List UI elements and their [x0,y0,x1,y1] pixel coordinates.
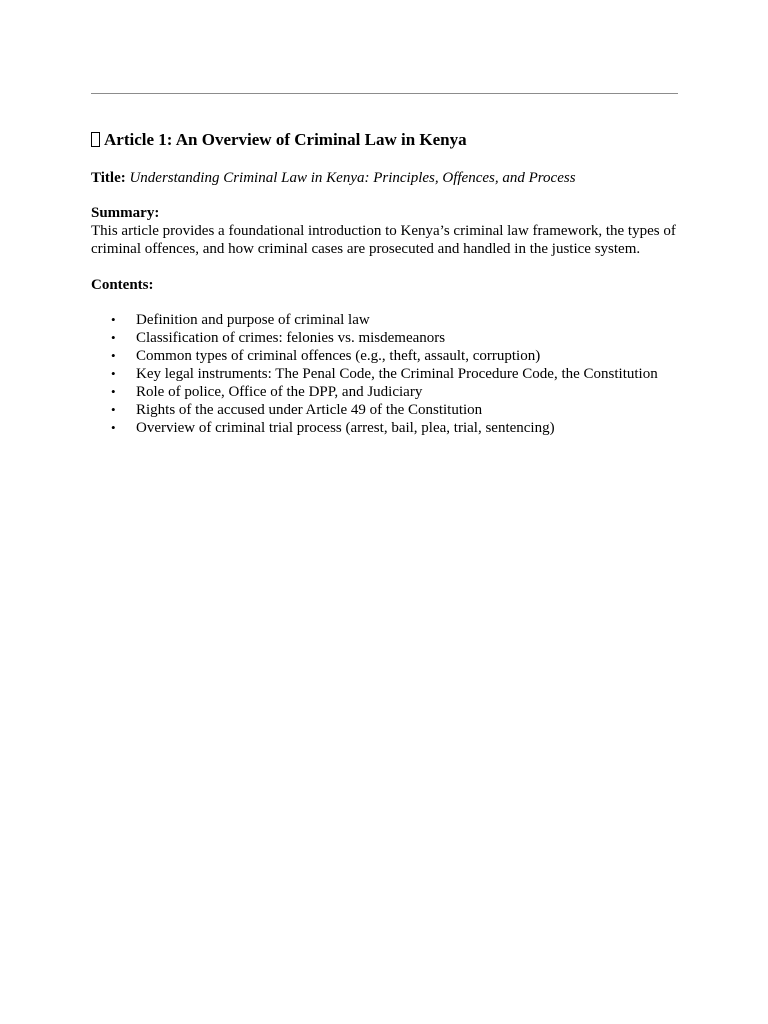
bullet-icon: • [111,384,116,399]
summary-label: Summary: [91,205,160,221]
bullet-icon: • [111,330,116,345]
list-item-text: Common types of criminal offences (e.g., theft, assault, corruption) [136,348,541,364]
list-item [91,401,658,419]
bullet-icon: • [111,402,116,417]
title-value: Understanding Criminal Law in Kenya: Principles, Offences, and Process [129,170,576,186]
bullet-icon: • [111,366,116,381]
title-line [91,169,576,187]
list-item [91,419,658,437]
list-item-text: Definition and purpose of criminal law [136,312,370,328]
list-item-text: Classification of crimes: felonies vs. misdemeanors [136,330,446,346]
contents-list [91,311,658,437]
list-item-text: Overview of criminal trial process (arrest, bail, plea, trial, sentencing) [136,420,555,436]
summary-text: This article provides a foundational introduction to Kenya’s criminal law framework, the types of criminal offences, and how criminal cases are prosecuted and handled in the justice system. [91,223,676,257]
contents-label: Contents: [91,277,154,293]
horizontal-rule [91,93,678,94]
list-item [91,383,658,401]
list-item-text: Rights of the accused under Article 49 of the Constitution [136,402,483,418]
article-heading-text: Article 1: An Overview of Criminal Law in Kenya [104,130,467,149]
bullet-icon: • [111,348,116,363]
title-label: Title: [91,170,126,186]
list-item [91,365,658,383]
list-item-text: Key legal instruments: The Penal Code, the Criminal Procedure Code, the Constitution [136,366,658,382]
bullet-icon: • [111,312,116,327]
article-heading [91,128,467,152]
list-item [91,329,658,347]
list-item [91,347,658,365]
list-item-text: Role of police, Office of the DPP, and Judiciary [136,384,423,400]
bullet-icon: • [111,420,116,435]
list-item [91,311,658,329]
missing-glyph-icon [91,132,100,147]
